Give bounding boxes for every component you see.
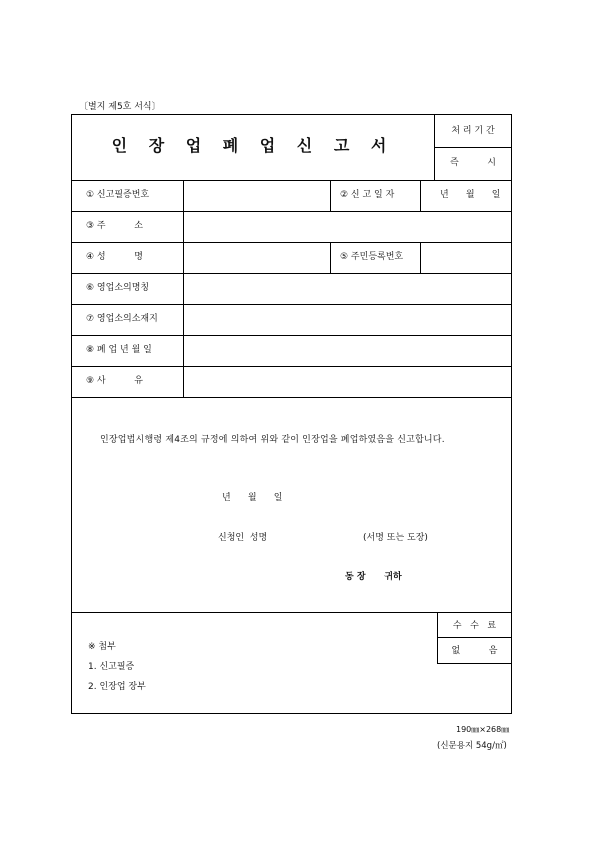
name-field[interactable] bbox=[184, 243, 329, 272]
column-divider bbox=[330, 242, 331, 273]
label-report-cert-no: ① 신고필증번호 bbox=[86, 190, 150, 200]
label-closure-date: ⑧ 폐 업 년 월 일 bbox=[86, 345, 152, 355]
report-cert-no-field[interactable] bbox=[184, 181, 329, 210]
divider bbox=[434, 147, 512, 148]
label-business-location: ⑦ 영업소의소재지 bbox=[86, 314, 158, 324]
signing-date: 년 월 일 bbox=[222, 493, 283, 503]
label-address: ③ 주 소 bbox=[86, 221, 143, 231]
fee-label: 수 수 료 bbox=[452, 621, 497, 631]
column-divider bbox=[330, 180, 331, 211]
label-reason: ⑨ 사 유 bbox=[86, 376, 143, 386]
paper-spec: (신문용지 54g/㎡) bbox=[437, 741, 507, 751]
divider bbox=[437, 663, 512, 664]
attachment-item: 2. 인장업 장부 bbox=[88, 682, 146, 692]
label-name: ④ 성 명 bbox=[86, 252, 143, 262]
column-divider bbox=[420, 180, 421, 211]
report-date-value: 년 월 일 bbox=[440, 190, 501, 200]
row-divider bbox=[71, 397, 512, 398]
form-title: 인 장 업 폐 업 신 고 서 bbox=[111, 136, 395, 155]
declaration-text: 인장업법시행령 제4조의 규정에 의하여 위와 같이 인장업을 폐업하였음을 신고합니다. bbox=[100, 435, 445, 445]
label-business-name: ⑥ 영업소의명칭 bbox=[86, 283, 150, 293]
form-number: 〔별지 제5호 서식〕 bbox=[79, 102, 161, 112]
reason-field[interactable] bbox=[184, 367, 511, 396]
label-report-date: ② 신 고 일 자 bbox=[340, 190, 395, 200]
resident-no-field[interactable] bbox=[421, 243, 511, 272]
processing-period-value: 즉 시 bbox=[450, 158, 496, 168]
closure-date-field[interactable] bbox=[184, 336, 511, 365]
processing-period-label: 처 리 기 간 bbox=[451, 126, 495, 136]
address-field[interactable] bbox=[184, 212, 511, 241]
attachment-item: 1. 신고필증 bbox=[88, 662, 135, 672]
paper-size: 190㎜×268㎜ bbox=[456, 725, 510, 734]
business-name-field[interactable] bbox=[184, 274, 511, 303]
addressee: 동 장 귀하 bbox=[345, 572, 402, 582]
applicant-name-label: 신청인 성명 bbox=[218, 533, 268, 543]
label-resident-no: ⑤ 주민등록번호 bbox=[340, 252, 404, 262]
signature-note: (서명 또는 도장) bbox=[363, 533, 428, 543]
business-location-field[interactable] bbox=[184, 305, 511, 334]
fee-value: 없 음 bbox=[451, 646, 498, 656]
row-divider bbox=[71, 612, 512, 613]
attachments-title: ※ 첨부 bbox=[88, 642, 116, 652]
divider bbox=[437, 637, 512, 638]
